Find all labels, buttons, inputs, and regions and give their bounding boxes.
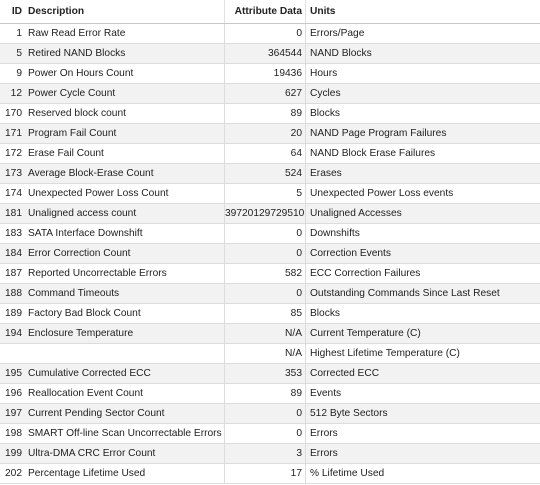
cell-attribute-data: 85 (225, 304, 306, 323)
cell-id: 187 (5, 268, 22, 279)
cell-units: Events (310, 388, 342, 399)
cell-description: Reported Uncorrectable Errors (24, 264, 225, 283)
header-description[interactable]: Description (24, 0, 225, 23)
cell-description: Retired NAND Blocks (24, 44, 225, 63)
cell-attribute-data: 20 (225, 124, 306, 143)
cell-description: Reallocation Event Count (24, 384, 225, 403)
cell-id: 195 (5, 368, 22, 379)
cell-id: 173 (5, 168, 22, 179)
cell-description: SMART Off-line Scan Uncorrectable Errors (24, 424, 225, 443)
table-row[interactable] (0, 324, 540, 344)
cell-description: Enclosure Temperature (24, 324, 225, 343)
cell-attribute-data: 0 (225, 404, 306, 423)
cell-id: 199 (5, 448, 22, 459)
cell-units: Unaligned Accesses (310, 208, 402, 219)
cell-attribute-data: 0 (225, 424, 306, 443)
cell-description: Reserved block count (24, 104, 225, 123)
table-row[interactable] (0, 184, 540, 204)
cell-attribute-data: 353 (225, 364, 306, 383)
cell-description: Cumulative Corrected ECC (24, 364, 225, 383)
cell-description: Factory Bad Block Count (24, 304, 225, 323)
cell-id: 5 (16, 48, 22, 59)
cell-id: 197 (5, 408, 22, 419)
table-row[interactable] (0, 104, 540, 124)
cell-id: 181 (5, 208, 22, 219)
cell-units: Unexpected Power Loss events (310, 188, 454, 199)
table-row[interactable] (0, 224, 540, 244)
table-row[interactable] (0, 164, 540, 184)
cell-units: Corrected ECC (310, 368, 380, 379)
table-row[interactable] (0, 24, 540, 44)
cell-id: 170 (5, 108, 22, 119)
table-row[interactable] (0, 344, 540, 364)
cell-attribute-data: 582 (225, 264, 306, 283)
cell-attribute-data: 0 (225, 24, 306, 43)
cell-attribute-data: 19436 (225, 64, 306, 83)
cell-attribute-data: 89 (225, 384, 306, 403)
cell-units: NAND Page Program Failures (310, 128, 447, 139)
cell-attribute-data: 627 (225, 84, 306, 103)
cell-description: Power Cycle Count (24, 84, 225, 103)
cell-description: Raw Read Error Rate (24, 24, 225, 43)
cell-units: Erases (310, 168, 342, 179)
cell-units: Outstanding Commands Since Last Reset (310, 288, 500, 299)
table-header-row (0, 0, 540, 24)
table-row[interactable] (0, 444, 540, 464)
cell-description: Error Correction Count (24, 244, 225, 263)
table-row[interactable] (0, 84, 540, 104)
cell-attribute-data: N/A (225, 324, 306, 343)
table-row[interactable] (0, 124, 540, 144)
cell-units: Blocks (310, 308, 341, 319)
cell-units: Cycles (310, 88, 341, 99)
cell-attribute-data: 0 (225, 284, 306, 303)
cell-id: 171 (5, 128, 22, 139)
table-row[interactable] (0, 204, 540, 224)
cell-description: Unexpected Power Loss Count (24, 184, 225, 203)
cell-units: ECC Correction Failures (310, 268, 421, 279)
cell-description: Average Block-Erase Count (24, 164, 225, 183)
cell-id (0, 344, 24, 363)
cell-attribute-data: 364544 (225, 44, 306, 63)
cell-units: Hours (310, 68, 338, 79)
cell-description: Erase Fail Count (24, 144, 225, 163)
table-row[interactable] (0, 284, 540, 304)
cell-description: SATA Interface Downshift (24, 224, 225, 243)
cell-description: Command Timeouts (24, 284, 225, 303)
cell-attribute-data: 89 (225, 104, 306, 123)
header-units[interactable]: Units (310, 6, 336, 17)
cell-units: 512 Byte Sectors (310, 408, 388, 419)
table-row[interactable] (0, 144, 540, 164)
cell-id: 183 (5, 228, 22, 239)
table-row[interactable] (0, 44, 540, 64)
cell-description: Percentage Lifetime Used (24, 464, 225, 483)
cell-attribute-data: N/A (225, 344, 306, 363)
cell-id: 184 (5, 248, 22, 259)
cell-id: 202 (5, 468, 22, 479)
table-body (0, 24, 540, 484)
cell-id: 196 (5, 388, 22, 399)
table-row[interactable] (0, 464, 540, 484)
cell-description (24, 344, 225, 363)
cell-units: Highest Lifetime Temperature (C) (310, 348, 460, 359)
cell-id: 188 (5, 288, 22, 299)
cell-attribute-data: 5 (225, 184, 306, 203)
cell-description: Unaligned access count (24, 204, 225, 223)
cell-id: 12 (10, 88, 22, 99)
cell-attribute-data: 64 (225, 144, 306, 163)
table-row[interactable] (0, 384, 540, 404)
header-attribute-data[interactable]: Attribute Data (225, 0, 306, 23)
cell-attribute-data: 3 (225, 444, 306, 463)
cell-units: Blocks (310, 108, 341, 119)
cell-id: 174 (5, 188, 22, 199)
cell-units: % Lifetime Used (310, 468, 385, 479)
cell-units: Downshifts (310, 228, 360, 239)
cell-description: Ultra-DMA CRC Error Count (24, 444, 225, 463)
cell-id: 198 (5, 428, 22, 439)
cell-id: 1 (16, 28, 22, 39)
cell-description: Current Pending Sector Count (24, 404, 225, 423)
cell-units: Errors/Page (310, 28, 365, 39)
cell-units: Errors (310, 448, 338, 459)
cell-units: NAND Blocks (310, 48, 372, 59)
table-row[interactable] (0, 244, 540, 264)
header-id[interactable]: ID (11, 6, 22, 17)
cell-id: 9 (16, 68, 22, 79)
table-row[interactable] (0, 364, 540, 384)
cell-attribute-data: 0 (225, 244, 306, 263)
table-row[interactable] (0, 264, 540, 284)
table-row[interactable] (0, 64, 540, 84)
cell-units: Correction Events (310, 248, 391, 259)
cell-units: Errors (310, 428, 338, 439)
cell-units: NAND Block Erase Failures (310, 148, 436, 159)
cell-attribute-data: 17 (225, 464, 306, 483)
cell-attribute-data: 524 (225, 164, 306, 183)
table-row[interactable] (0, 304, 540, 324)
cell-id: 189 (5, 308, 22, 319)
table-row[interactable] (0, 404, 540, 424)
cell-attribute-data: 0 (225, 224, 306, 243)
cell-id: 194 (5, 328, 22, 339)
cell-description: Power On Hours Count (24, 64, 225, 83)
cell-units: Current Temperature (C) (310, 328, 421, 339)
cell-id: 172 (5, 148, 22, 159)
cell-attribute-data: 39720129729510 (225, 204, 306, 223)
table-row[interactable] (0, 424, 540, 444)
cell-description: Program Fail Count (24, 124, 225, 143)
